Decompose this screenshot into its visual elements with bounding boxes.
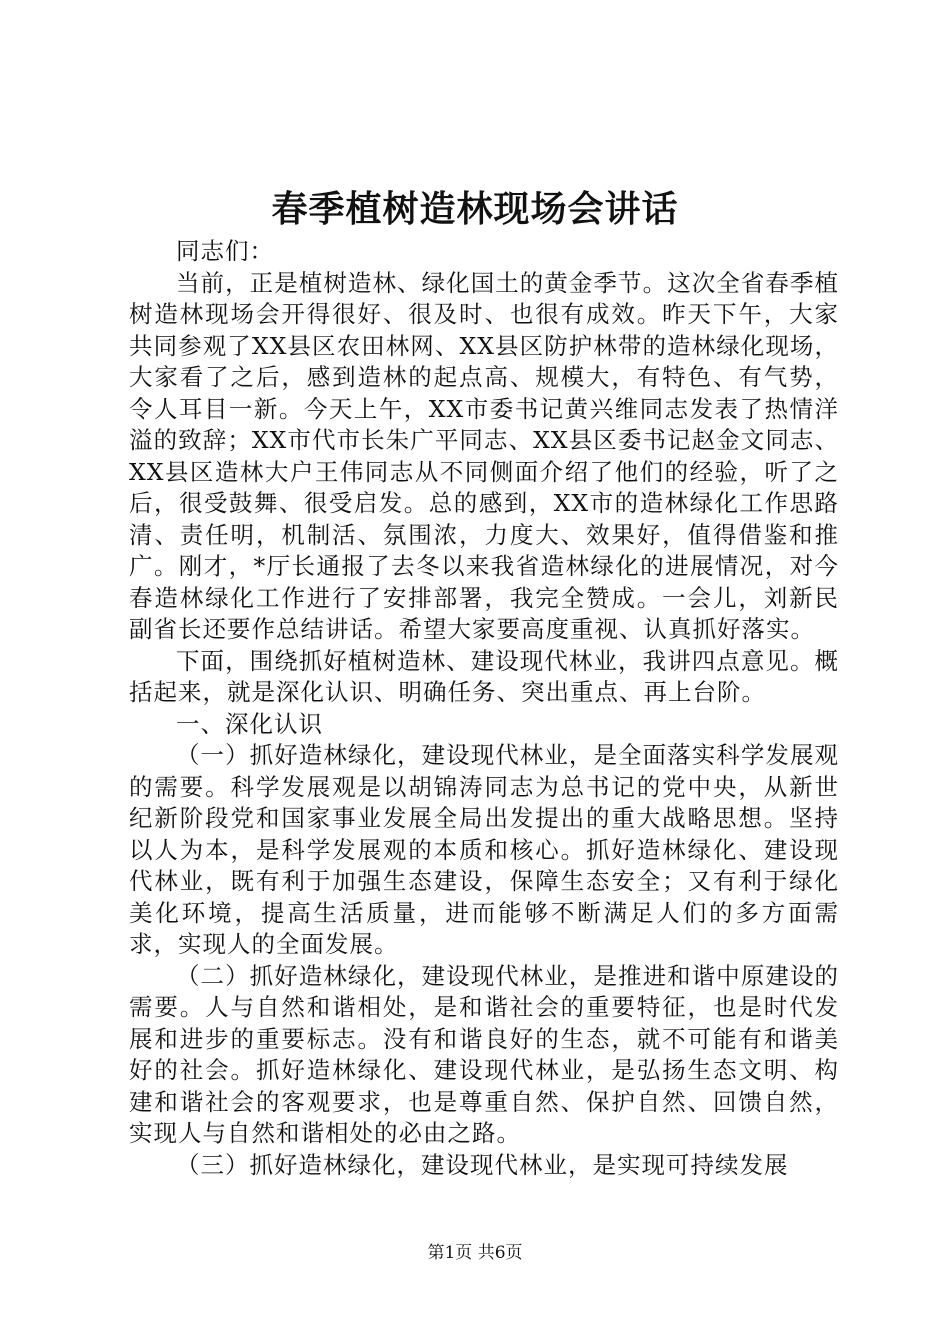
body-paragraph: （一）抓好造林绿化，建设现代林业，是全面落实科学发展观的需要。科学发展观是以胡锦涛同志为总书记的党中央，从新世纪新阶段党和国家事业发展全局出发提出的重大战略思想。坚持以人为本，是科学发展观的本质和核心。抓好造林绿化、建设现代林业，既有利于加强生态建设，保障生态安全；又有利于绿化美化环境，提高生活质量，进而能够不断满足人们的多方面需求，实现人的全面发展。 <box>129 741 839 958</box>
document-body <box>129 236 839 1181</box>
page-footer: 第1页 共6页 <box>427 1243 523 1263</box>
section-heading: 一、深化认识 <box>176 709 323 738</box>
body-paragraph: （二）抓好造林绿化，建设现代林业，是推进和谐中原建设的需要。人与自然和谐相处，是和谐社会的重要特征，也是时代发展和进步的重要标志。没有和谐良好的生态，就不可能有和谐美好的社会。抓好造林绿化、建设现代林业，是弘扬生态文明、构建和谐社会的客观要求，也是尊重自然、保护自然、回馈自然，实现人与自然和谐相处的必由之路。 <box>129 961 839 1147</box>
body-paragraph: （三）抓好造林绿化，建设现代林业，是实现可持续发展 <box>176 1150 789 1179</box>
body-paragraph: 下面，围绕抓好植树造林、建设现代林业，我讲四点意见。概括起来，就是深化认识、明确任务、突出重点、再上台阶。 <box>129 646 839 706</box>
salutation: 同志们： <box>176 237 274 265</box>
document-title: 春季植树造林现场会讲话 <box>271 188 679 230</box>
body-paragraph: 当前，正是植树造林、绿化国土的黄金季节。这次全省春季植树造林现场会开得很好、很及时、也很有成效。昨天下午，大家共同参观了XX县区农田林网、XX县区防护林带的造林绿化现场，大家看了之后，感到造林的起点高、规模大，有特色、有气势，令人耳目一新。今天上午，XX市委书记黄兴维同志发表了热情洋溢的致辞；XX市代市长朱广平同志、XX县区委书记赵金文同志、XX县区造林大户王伟同志从不同侧面介绍了他们的经验，听了之后，很受鼓舞、很受启发。总的感到，XX市的造林绿化工作思路清、责任明，机制活、氛围浓，力度大、效果好，值得借鉴和推广。刚才，*厅长通报了去冬以来我省造林绿化的进展情况，对今春造林绿化工作进行了安排部署，我完全赞成。一会儿，刘新民副省长还要作总结讲话。希望大家要高度重视、认真抓好落实。 <box>129 268 839 643</box>
